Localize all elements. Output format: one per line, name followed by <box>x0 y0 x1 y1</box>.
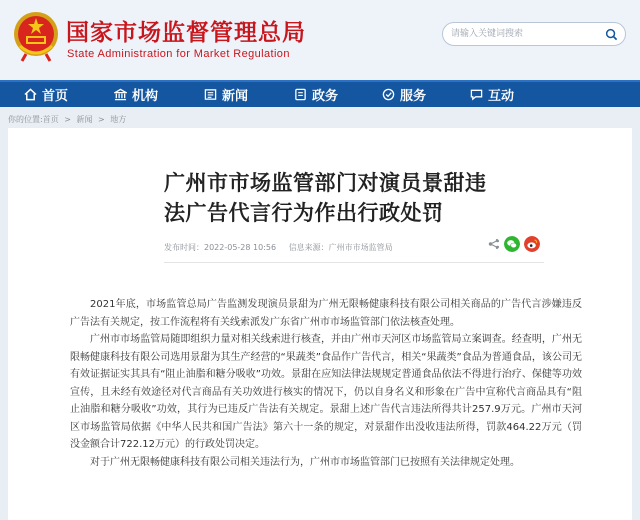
site-title-zh[interactable]: 国家市场监督管理总局 <box>66 20 306 46</box>
search-icon[interactable] <box>605 28 618 41</box>
breadcrumb <box>8 114 129 125</box>
wechat-share-icon[interactable] <box>504 236 520 252</box>
nav-label: 首页 <box>42 89 69 104</box>
nav-label: 服务 <box>400 89 427 104</box>
nav-item-home[interactable] <box>24 82 68 107</box>
nav-item-news[interactable] <box>204 82 248 107</box>
breadcrumb-separator: > <box>64 115 71 124</box>
nav-label: 政务 <box>312 89 339 104</box>
breadcrumb-local[interactable]: 地方 <box>110 115 127 124</box>
nav-item-government[interactable] <box>294 82 338 107</box>
home-icon <box>24 88 37 101</box>
article-paragraph: 对于广州无限畅健康科技有限公司相关违法行为，广州市市场监管部门已按照有关法律规定处理。 <box>90 456 520 468</box>
nav-item-service[interactable] <box>382 82 426 107</box>
nav-label: 互动 <box>488 89 515 104</box>
article-paragraph: 2021年底，市场监管总局广告监测发现演员景甜为广州无限畅健康科技有限公司相关商品的广告代言涉嫌违反广告法有关规定，按工作流程将有关线索派发广东省广州市市场监管部门依法核查处理。 <box>70 299 582 328</box>
site-header <box>0 0 640 80</box>
title-divider <box>164 262 544 263</box>
nav-label: 新闻 <box>222 89 249 104</box>
publish-time: 发布时间：2022-05-28 10:56 <box>164 243 277 252</box>
breadcrumb-news[interactable]: 新闻 <box>76 115 93 124</box>
breadcrumb-separator: > <box>98 115 105 124</box>
article-title: 广州市市场监管部门对演员景甜违法广告代言行为作出行政处罚 <box>164 171 487 225</box>
article-meta <box>164 242 393 253</box>
service-icon <box>382 88 395 101</box>
article-body <box>70 296 582 471</box>
nav-item-interaction[interactable] <box>470 82 514 107</box>
main-nav <box>0 80 640 107</box>
article-paragraph: 广州市市场监管局随即组织力量对相关线索进行核查，并由广州市天河区市场监管局立案调查。经查明，广州无限畅健康科技有限公司选用景甜为其生产经营的“果蔬类”食品作广告代言，相关“果蔬类”食品为普通食品，该公司无有效证据证实其具有“阻止油脂和糖分吸收”功效。景甜在应知法律法规规定普通食品依法不得进行治疗、保健等功效宣传，且未经有效途径对代言商品有关功效进行核实的情况下，仍以自身名义和形象在广告中宣称代言商品具有“阻止油脂和糖分吸收”功效，其行为已违反广告法有关规定。景甜上述广告代言违法所得共计257.9万元。广州市天河区市场监管局依据《中华人民共和国广告法》第六十一条的规定，对景甜作出没收违法所得，罚款464.22万元（罚没金额合计722.12万元）的行政处罚决定。 <box>70 334 582 450</box>
national-emblem-icon[interactable] <box>12 10 60 62</box>
share-icon[interactable] <box>488 238 500 250</box>
interaction-icon <box>470 88 483 101</box>
news-icon <box>204 88 217 101</box>
institution-icon <box>114 88 127 101</box>
government-icon <box>294 88 307 101</box>
article-source: 信息来源：广州市市场监管局 <box>288 243 393 252</box>
search-box <box>442 22 626 46</box>
nav-item-institution[interactable] <box>114 82 158 107</box>
breadcrumb-home[interactable]: 你的位置:首页 <box>8 115 59 124</box>
search-input[interactable] <box>451 26 601 42</box>
weibo-share-icon[interactable] <box>524 236 540 252</box>
nav-label: 机构 <box>132 89 159 104</box>
article-card <box>8 128 632 520</box>
site-title-en: State Administration for Market Regulation <box>67 48 290 60</box>
